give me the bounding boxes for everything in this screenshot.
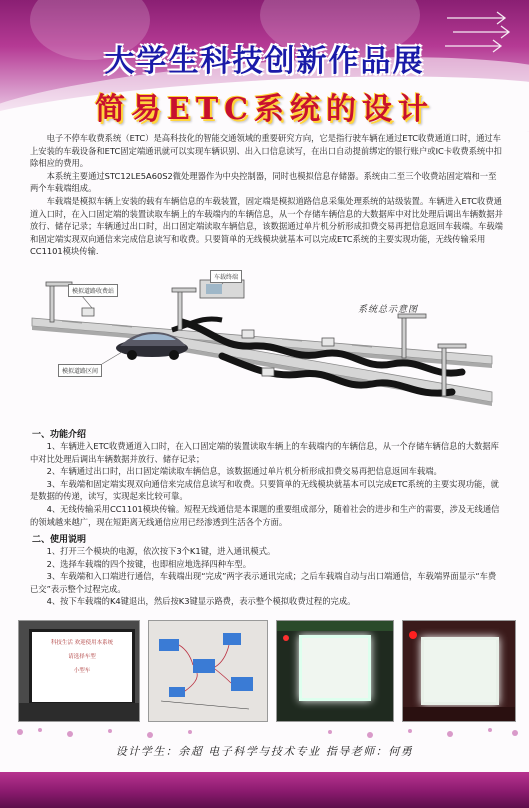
- screen-line: 科技生活 欢迎使用本系统: [50, 640, 114, 646]
- diagram-callout: 模拟道路收费站: [68, 284, 118, 297]
- credit-line: 设计学生：余超 电子科学与技术专业 指导老师：何勇: [115, 745, 414, 758]
- diagram-callout: 车载终端: [210, 270, 242, 283]
- intro-text: [30, 132, 504, 258]
- list-item: 4、无线传输采用CC1101模块传输。短程无线通信是本课题的重要组成部分，随着社会的进步和生产的需要，涉及无线通信的领域越来越广，现在短距离无线通信应用已经渗透到生活各个方面。: [30, 503, 500, 527]
- list-item: 2、选择车载端的四个按键，也即相应地选择四种车型。: [46, 558, 251, 569]
- lcd-screen: [29, 629, 135, 705]
- photo-circuit-boards: [148, 620, 268, 722]
- usage-list: [30, 545, 504, 608]
- diagram-callout: 模拟道路区间: [58, 364, 102, 377]
- photo-strip: [18, 620, 514, 720]
- photo-lcd-module: [276, 620, 394, 722]
- footer-bar: [0, 772, 529, 808]
- list-item: 1、打开三个模块的电源，依次按下3个K1键，进入通讯模式。: [46, 546, 276, 556]
- intro-paragraph: 电子不停车收费系统（ETC）是高科技化的智能交通领域的重要研究方向，它是指行驶车辆在通过ETC收费通道口时，通过车上安装的车载设备和ETC固定端通讯就可以实现车辆识别、出入口信息读写，在出口自动提前绑定的银行账户或IC卡收费系统中扣除相应的费用。: [30, 133, 502, 169]
- intro-paragraph: 本系统主要通过STC12LE5A60S2微处理器作为中央控制器，同时也模拟信息存储器。系统由二至三个收费站固定端和一至两个车载端组成。: [30, 170, 497, 194]
- intro-paragraph: 车载端是模拟车辆上安装的载有车辆信息的车载装置，固定端是模拟道路信息采集处理系统的站级装置。车辆进入ETC收费通道入口时，在入口固定端的装置读取车辆上的车载端内的车辆信息，从一个存储车辆信息的大数据库中对比处理后调出车辆数据并放行、储存记录；车辆通过出口时，出口固定端读取车辆信息，该数据通过单片机分析形成扣费交易再把信息返回车载端。车载端和固定端实现双向通信来完成信息读写和收费。只要简单的无线模块就基本可以完成ETC系统的主要实现功能，无线传输采用CC1101模块传输.: [30, 195, 503, 257]
- list-item: 3、车载端和固定端实现双向通信来完成信息读写和收费。只要简单的无线模块就基本可以完成ETC系统的主要实现功能，就是数据的传递，读写，实现起来比较可靠。: [30, 478, 499, 502]
- diagram-caption: 系统总示意图: [358, 305, 419, 315]
- photo-display-screen: [18, 620, 140, 722]
- photo-lcd-module: [402, 620, 516, 722]
- decor-dots: [0, 722, 529, 742]
- section-heading: 二、使用说明: [32, 535, 87, 545]
- list-item: 3、车载端和入口端进行通信，车载端出现“完成”两字表示通讯完成；之后车载端自动与出口端通信，车载端界面显示“车费已交”表示整个过程完成。: [30, 571, 497, 594]
- screen-line: 小型车: [73, 668, 91, 674]
- list-item: 2、车辆通过出口时，出口固定端读取车辆信息，该数据通过单片机分析形成扣费交易再把信息返回车载端。: [46, 466, 442, 477]
- function-list: [30, 440, 504, 528]
- header-banner: [0, 0, 529, 132]
- poster-title: 大学生科技创新作品展: [104, 44, 425, 79]
- screen-line: 请选择车型: [68, 654, 96, 660]
- list-item: 1、车辆进入ETC收费通道入口时，在入口固定端的装置读取车辆上的车载端内的车辆信息，从一个存储车辆信息的大数据库中对比处理后调出车辆数据并放行、储存记录；: [30, 441, 499, 464]
- project-title: 简易ETC系统的设计: [94, 92, 435, 127]
- list-item: 4、按下车载端的K4键退出，然后按K3键显示路费，表示整个模拟收费过程的完成。: [46, 596, 356, 607]
- section-heading: 一、功能介绍: [32, 430, 87, 440]
